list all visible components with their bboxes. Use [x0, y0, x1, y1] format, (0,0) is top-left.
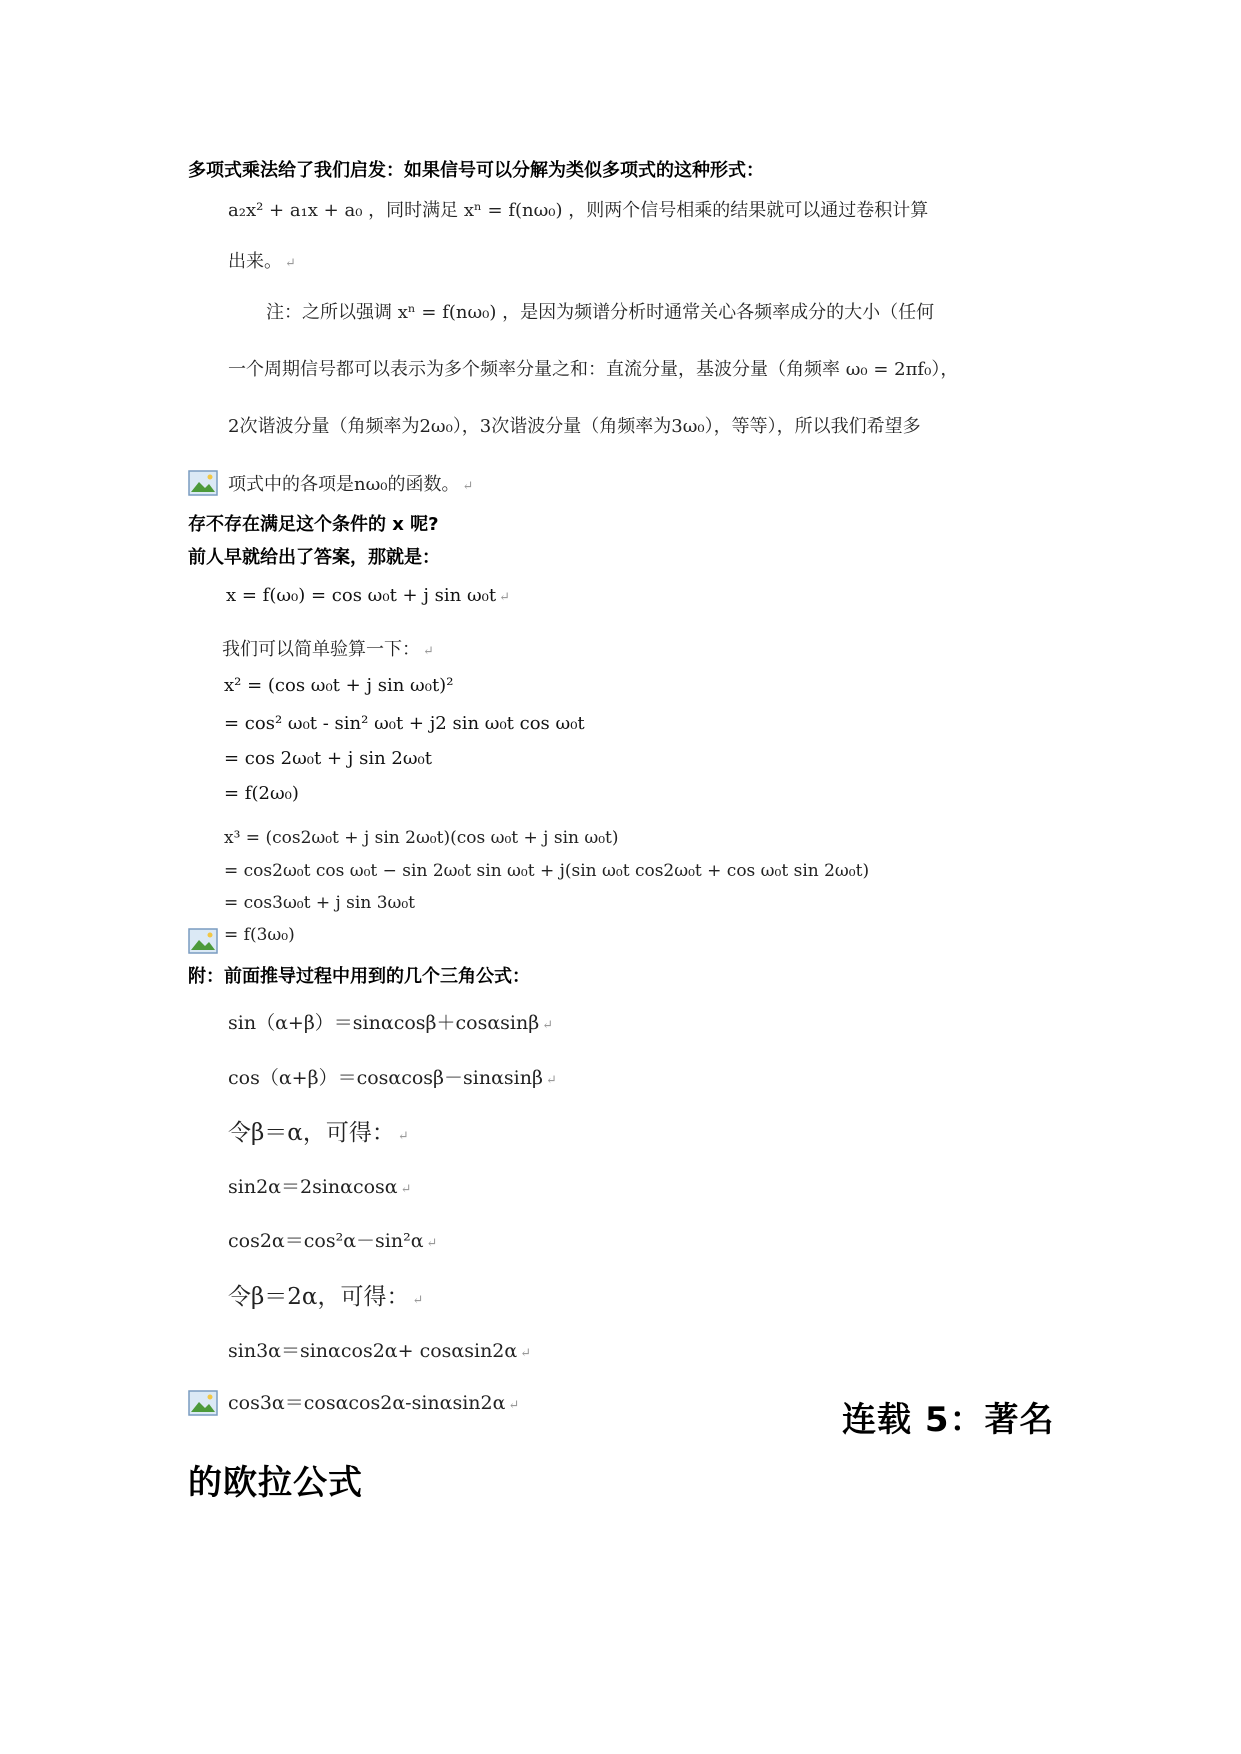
- line3: [228, 247, 296, 273]
- x-definition: [226, 585, 510, 606]
- trig-cos-sum-text: cos（α+β）＝cosαcosβ－sinαsinβ: [228, 1067, 543, 1089]
- x3-line-3: = cos3ω₀t + j sin 3ω₀t: [224, 893, 416, 913]
- verify-line: [222, 635, 434, 661]
- paragraph-mark: ↵: [462, 479, 474, 494]
- paragraph-mark: ↵: [499, 590, 510, 605]
- x3-line-1: x³ = (cos2ω₀t + j sin 2ω₀t)(cos ω₀t + j sin ω₀t): [224, 828, 619, 848]
- trig-sin-triple-text: sin3α＝sinαcos2α+ cosαsin2α: [228, 1340, 518, 1362]
- paragraph-mark: ↵: [542, 1018, 554, 1033]
- paragraph-mark: ↵: [426, 1236, 438, 1251]
- paragraph-mark: ↵: [285, 256, 296, 271]
- trig-sin-double: [228, 1172, 412, 1199]
- section-heading-part1: 连载 5：著名: [842, 1400, 1055, 1440]
- note-line3-a: 2次谐波分量（角频率为: [228, 416, 420, 437]
- broken-image-icon: [188, 470, 218, 496]
- x2-line-2: = cos² ω₀t - sin² ω₀t + j2 sin ω₀t cos ω₀t: [224, 713, 585, 734]
- note-cond-formula: xⁿ = f(nω₀): [397, 302, 497, 323]
- trig-let-2: [228, 1278, 423, 1311]
- note-rest: ，是因为频谱分析时通常关心各频率成分的大小（任何: [502, 302, 935, 323]
- paragraph-mark: ↵: [397, 1129, 409, 1144]
- trig-sin-sum: [228, 1008, 553, 1035]
- poly-line: [228, 196, 928, 222]
- note-line3-c: ），等等），所以我们希望多: [704, 416, 921, 437]
- answer-intro: 前人早就给出了答案，那就是：: [188, 547, 440, 568]
- x3-line-4: = f(3ω₀): [224, 925, 295, 945]
- trig-cos-double-text: cos2α＝cos²α－sin²α: [228, 1230, 424, 1252]
- x2-line-4: = f(2ω₀): [224, 783, 299, 804]
- trig-cos-triple: [228, 1388, 519, 1415]
- note-line4: [228, 470, 473, 496]
- broken-image-icon: [188, 1390, 218, 1416]
- note-line2-text: 一个周期信号都可以表示为多个频率分量之和：直流分量，基波分量（角频率: [228, 359, 840, 380]
- line2-mid: ，同时满足: [368, 200, 459, 221]
- section-heading-part2: 的欧拉公式: [188, 1463, 363, 1503]
- note-fundamental: ω₀ = 2πf₀: [845, 359, 932, 380]
- note-line4-b: 的函数。: [387, 474, 460, 495]
- trig-let-2-text: 令β＝2α，可得：: [228, 1284, 410, 1310]
- note-line3: [228, 412, 921, 438]
- trig-let-1-text: 令β＝α，可得：: [228, 1120, 395, 1146]
- paragraph-mark: ↵: [423, 644, 434, 659]
- line2-end: ，则两个信号相乘的结果就可以通过卷积计算: [568, 200, 929, 221]
- note-line3-b: ），3次谐波分量（角频率为: [452, 416, 672, 437]
- trig-sin-triple: [228, 1336, 531, 1363]
- x2-line-3: = cos 2ω₀t + j sin 2ω₀t: [224, 748, 432, 769]
- intro-text: 多项式乘法给了我们启发：如果信号可以分解为类似多项式的这种形式：: [188, 160, 764, 181]
- poly-formula: a₂x² + a₁x + a₀: [228, 200, 363, 221]
- trig-cos-double: [228, 1226, 437, 1253]
- note-line4-a: 项式中的各项是: [228, 474, 354, 495]
- paragraph-mark: ↵: [546, 1073, 557, 1088]
- trig-sin-sum-text: sin（α+β）＝sinαcosβ＋cosαsinβ: [228, 1012, 540, 1034]
- note-line1: [266, 298, 934, 324]
- x2-line-1: x² = (cos ω₀t + j sin ω₀t)²: [224, 675, 454, 696]
- paragraph-mark: ↵: [412, 1293, 424, 1308]
- note-start: 注：之所以强调: [266, 302, 392, 323]
- paragraph-mark: ↵: [520, 1346, 532, 1361]
- trig-sin-double-text: sin2α＝2sinαcosα: [228, 1176, 398, 1198]
- appendix-title: 附：前面推导过程中用到的几个三角公式：: [188, 966, 530, 987]
- trig-let-1: [228, 1114, 409, 1147]
- trig-cos-sum: [228, 1063, 557, 1090]
- note-h2: 2ω₀: [419, 416, 453, 437]
- broken-image-icon: [188, 928, 218, 954]
- trig-cos-triple-text: cos3α＝cosαcos2α-sinαsin2α: [228, 1392, 506, 1414]
- note-h3: 3ω₀: [671, 416, 705, 437]
- question-text: 存不存在满足这个条件的 x 呢?: [188, 514, 439, 535]
- note-line2-end: ），: [931, 359, 959, 380]
- paragraph-mark: ↵: [400, 1182, 412, 1197]
- verify-text: 我们可以简单验算一下：: [222, 639, 420, 660]
- paragraph-mark: ↵: [508, 1398, 520, 1413]
- note-line4-formula: nω₀: [354, 474, 388, 495]
- note-line2: [228, 355, 958, 381]
- line3-text: 出来。: [228, 251, 282, 272]
- cond-formula: xⁿ = f(nω₀): [463, 200, 563, 221]
- x-def-formula: x = f(ω₀) = cos ω₀t + j sin ω₀t: [226, 585, 497, 606]
- x3-line-2: = cos2ω₀t cos ω₀t − sin 2ω₀t sin ω₀t + j(sin ω₀t cos2ω₀t + cos ω₀t sin 2ω₀t): [224, 861, 870, 881]
